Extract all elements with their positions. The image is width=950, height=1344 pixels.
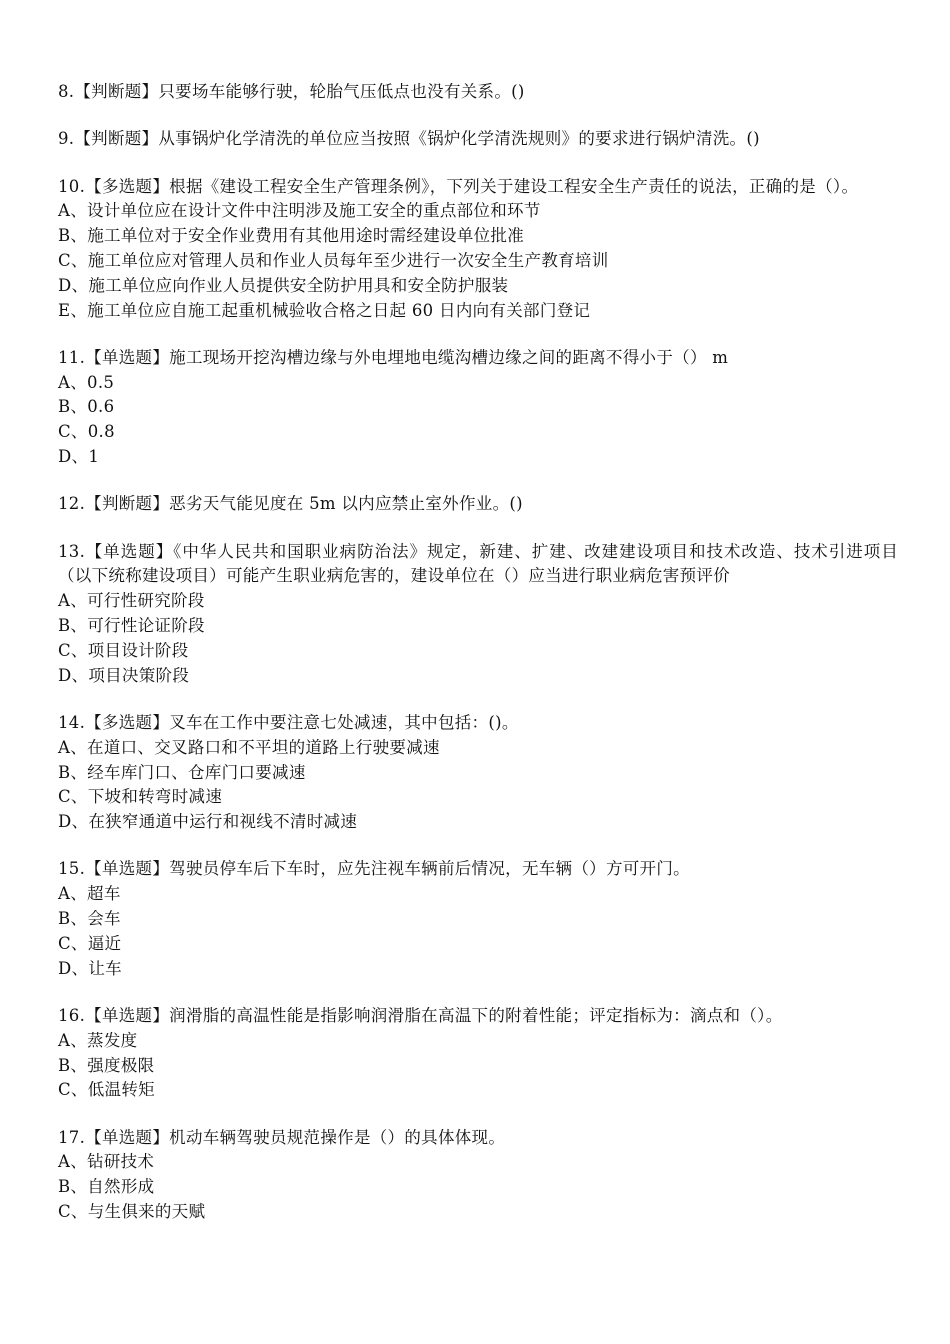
question-stem: 15.【单选题】驾驶员停车后下车时，应先注视车辆前后情况，无车辆（）方可开门。	[58, 859, 690, 879]
option-d: D、施工单位应向作业人员提供安全防护用具和安全防护服装	[58, 275, 509, 295]
option-b: B、强度极限	[58, 1055, 155, 1075]
exam-document	[58, 80, 898, 1247]
question-stem: 17.【单选题】机动车辆驾驶员规范操作是（）的具体体现。	[58, 1127, 506, 1147]
option-d: D、项目决策阶段	[58, 665, 190, 685]
question-17	[58, 1126, 898, 1225]
question-stem: 11.【单选题】施工现场开挖沟槽边缘与外电埋地电缆沟槽边缘之间的距离不得小于（） m	[58, 347, 729, 367]
question-stem: 14.【多选题】叉车在工作中要注意七处减速，其中包括：()。	[58, 712, 519, 732]
question-12	[58, 492, 898, 517]
question-11	[58, 346, 898, 470]
option-a: A、蒸发度	[58, 1030, 138, 1050]
question-stem: 13.【单选题】《中华人民共和国职业病防治法》规定，新建、扩建、改建建设项目和技术改造、技术引进项目（以下统称建设项目）可能产生职业病危害的，建设单位在（）应当进行职业病危害预评价	[58, 541, 898, 586]
question-15	[58, 857, 898, 981]
question-stem: 9.【判断题】从事锅炉化学清洗的单位应当按照《锅炉化学清洗规则》的要求进行锅炉清洗。()	[58, 129, 760, 149]
option-b: B、会车	[58, 909, 121, 929]
option-e: E、施工单位应自施工起重机械验收合格之日起 60 日内向有关部门登记	[58, 300, 591, 320]
option-a: A、在道口、交叉路口和不平坦的道路上行驶要减速	[58, 737, 440, 757]
option-c: C、低温转矩	[58, 1080, 155, 1100]
question-9	[58, 127, 898, 152]
option-d: D、让车	[58, 958, 122, 978]
option-a: A、超车	[58, 884, 121, 904]
question-16	[58, 1004, 898, 1103]
question-stem: 16.【单选题】润滑脂的高温性能是指影响润滑脂在高温下的附着性能；评定指标为：滴点和（）。	[58, 1005, 783, 1025]
question-13	[58, 540, 898, 689]
option-b: B、施工单位对于安全作业费用有其他用途时需经建设单位批准	[58, 226, 525, 246]
option-a: A、可行性研究阶段	[58, 591, 205, 611]
option-d: D、在狭窄通道中运行和视线不清时减速	[58, 812, 358, 832]
question-14	[58, 711, 898, 835]
option-c: C、下坡和转弯时减速	[58, 787, 223, 807]
question-8	[58, 80, 898, 105]
option-b: B、经车库门口、仓库门口要减速	[58, 762, 306, 782]
option-c: C、逼近	[58, 933, 122, 953]
option-b: B、0.6	[58, 397, 115, 417]
option-c: C、0.8	[58, 422, 115, 442]
option-a: A、0.5	[58, 372, 115, 392]
option-d: D、1	[58, 447, 100, 467]
option-b: B、可行性论证阶段	[58, 616, 205, 636]
question-stem: 12.【判断题】恶劣天气能见度在 5m 以内应禁止室外作业。()	[58, 494, 523, 514]
option-c: C、与生俱来的天赋	[58, 1201, 206, 1221]
option-c: C、施工单位应对管理人员和作业人员每年至少进行一次安全生产教育培训	[58, 250, 609, 270]
option-a: A、设计单位应在设计文件中注明涉及施工安全的重点部位和环节	[58, 201, 541, 221]
option-c: C、项目设计阶段	[58, 640, 189, 660]
option-b: B、自然形成	[58, 1177, 155, 1197]
question-10	[58, 175, 898, 324]
question-stem: 10.【多选题】根据《建设工程安全生产管理条例》，下列关于建设工程安全生产责任的说法，正确的是（）。	[58, 176, 859, 196]
option-a: A、钻研技术	[58, 1152, 155, 1172]
question-stem: 8.【判断题】只要场车能够行驶，轮胎气压低点也没有关系。()	[58, 82, 525, 101]
